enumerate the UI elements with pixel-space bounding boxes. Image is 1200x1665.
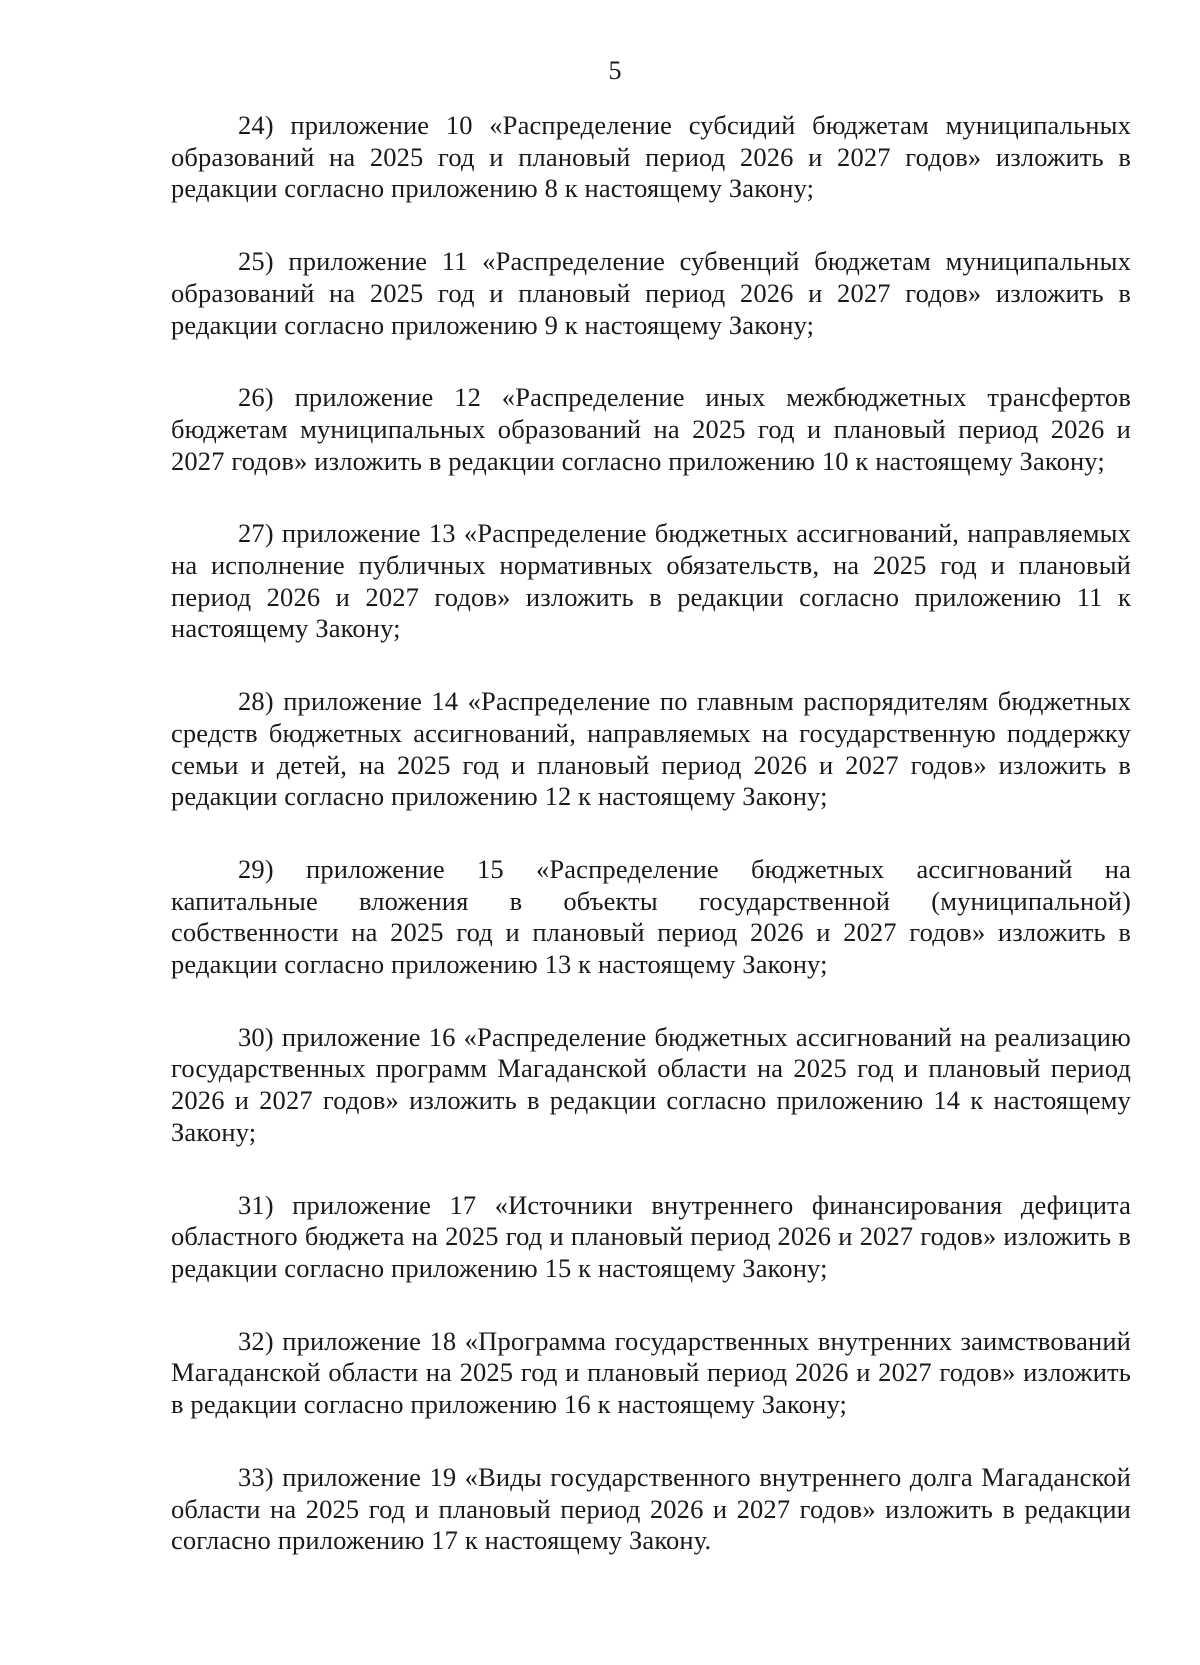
- document-body: [171, 110, 1131, 1557]
- paragraph-item-24: 24) приложение 10 «Распределение субсидий бюджетам муниципальных образований на 2025 год и плановый период 2026 и 2027 годов» изложить в редакции согласно приложению 8 к настоящему Закону;: [171, 110, 1131, 204]
- page-number: 5: [608, 56, 622, 85]
- paragraph-item-30: 30) приложение 16 «Распределение бюджетных ассигнований на реализацию государственных программ Магаданской области на 2025 год и плановый период 2026 и 2027 годов» изложить в редакции согласно приложению 14 к настоящему Закону;: [171, 1021, 1131, 1147]
- paragraph-item-26: 26) приложение 12 «Распределение иных межбюджетных трансфертов бюджетам муниципальных образований на 2025 год и плановый период 2026 и 2027 годов» изложить в редакции согласно приложению 10 к настоящему Закону;: [171, 382, 1131, 476]
- paragraph-item-29: 29) приложение 15 «Распределение бюджетных ассигнований на капитальные вложения в объекты государственной (муниципальной) собственности на 2025 год и плановый период 2026 и 2027 годов» изложить в редакции согласно приложению 13 к настоящему Закону;: [171, 853, 1131, 980]
- paragraph-item-32: 32) приложение 18 «Программа государственных внутренних заимствований Магаданской области на 2025 год и плановый период 2026 и 2027 годов» изложить в редакции согласно приложению 16 к настоящему Закону;: [171, 1325, 1131, 1420]
- paragraph-item-27: 27) приложение 13 «Распределение бюджетных ассигнований, направляемых на исполнение публичных нормативных обязательств, на 2025 год и плановый период 2026 и 2027 годов» изложить в редакции согласно приложению 11 к настоящему Закону;: [171, 518, 1131, 644]
- paragraph-item-28: 28) приложение 14 «Распределение по главным распорядителям бюджетных средств бюджетных ассигнований, направляемых на государственную поддержку семьи и детей, на 2025 год и плановый период 2026 и 2027 годов» изложить в редакции согласно приложению 12 к настоящему Закону;: [171, 686, 1131, 812]
- paragraph-item-33: 33) приложение 19 «Виды государственного внутреннего долга Магаданской области на 2025 год и плановый период 2026 и 2027 годов» изложить в редакции согласно приложению 17 к настоящему Закону.: [171, 1461, 1131, 1556]
- paragraph-item-25: 25) приложение 11 «Распределение субвенций бюджетам муниципальных образований на 2025 год и плановый период 2026 и 2027 годов» изложить в редакции согласно приложению 9 к настоящему Закону;: [171, 246, 1131, 340]
- paragraph-item-31: 31) приложение 17 «Источники внутреннего финансирования дефицита областного бюджета на 2025 год и плановый период 2026 и 2027 годов» изложить в редакции согласно приложению 15 к настоящему Закону;: [171, 1189, 1131, 1283]
